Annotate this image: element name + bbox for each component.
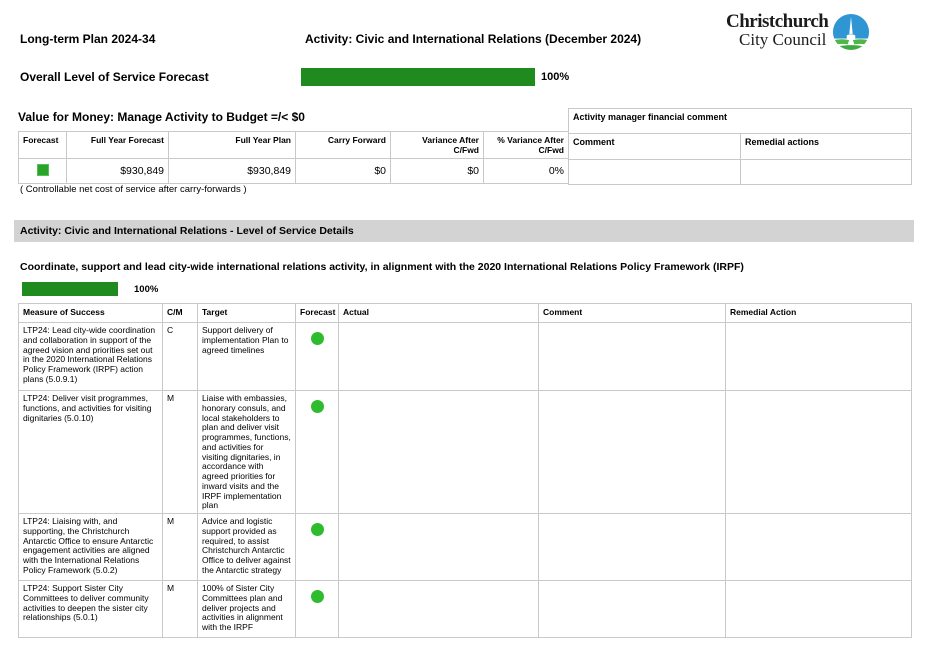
cm-cell: M [163,391,198,514]
actual-cell [339,514,539,581]
los-header-comment: Comment [539,304,726,323]
fin-data-row [569,160,912,185]
fin-header-remedial: Remedial actions [741,134,912,160]
council-logo [726,12,870,52]
vfm-header-row [19,132,569,159]
los-percent: 100% [134,284,159,295]
vfm-full-year-plan-value: $930,849 [169,159,296,184]
comment-cell [539,323,726,391]
vfm-footnote: ( Controllable net cost of service after carry-forwards ) [20,184,247,195]
fin-header-row [569,134,912,160]
cathedral-logo-icon [832,12,870,52]
green-status-dot-icon [311,400,324,413]
los-header-measure: Measure of Success [19,304,163,323]
vfm-variance-value: $0 [391,159,484,184]
los-description: Coordinate, support and lead city-wide international relations activity, in alignment with the 2020 International Relations Policy Framework (IRPF) [20,261,744,273]
vfm-data-row [19,159,569,184]
forecast-cell [296,581,339,638]
fin-remedial-cell [741,160,912,185]
actual-cell [339,323,539,391]
section-header-band [14,220,914,242]
los-header-target: Target [198,304,296,323]
fin-comment-cell [569,160,741,185]
overall-forecast-progress-bar [301,68,535,86]
los-header-forecast: Forecast [296,304,339,323]
comment-cell [539,514,726,581]
measure-cell: LTP24: Lead city-wide coordination and collaboration in support of the agreed vision and priorities set out in the 2020 International Relations Policy Framework (IRPF) action plans (5.0.9.1) [19,323,163,391]
measure-cell: LTP24: Liaising with, and supporting, the Christchurch Antarctic Office to ensure Antarctic engagement activities are aligned with the International Relations Policy Framework (5.0.2) [19,514,163,581]
fin-header-comment: Comment [569,134,741,160]
green-status-square-icon [37,164,49,176]
remedial-cell [726,514,912,581]
cm-cell: C [163,323,198,391]
vfm-full-year-forecast-value: $930,849 [67,159,169,184]
plan-title: Long-term Plan 2024-34 [20,32,156,46]
los-table-row [19,323,912,391]
los-header-row [19,304,912,323]
remedial-cell [726,581,912,638]
vfm-forecast-cell [19,159,67,184]
fin-title-row [569,109,912,134]
logo-line2: City Council [739,30,827,49]
page-title: Activity: Civic and International Relations (December 2024) [305,32,642,46]
actual-cell [339,391,539,514]
los-header-remedial: Remedial Action [726,304,912,323]
overall-forecast-label: Overall Level of Service Forecast [20,70,209,84]
los-header-actual: Actual [339,304,539,323]
los-table-row [19,514,912,581]
vfm-header-carry-forward: Carry Forward [296,132,391,159]
vfm-header-forecast: Forecast [19,132,67,159]
cm-cell: M [163,581,198,638]
vfm-header-full-year-plan: Full Year Plan [169,132,296,159]
cm-cell: M [163,514,198,581]
level-of-service-table [18,303,912,638]
measure-cell: LTP24: Deliver visit programmes, functions, and activities for visiting dignitaries (5.0.10) [19,391,163,514]
financial-comment-table [568,108,912,185]
forecast-cell [296,391,339,514]
los-table-row [19,581,912,638]
value-for-money-title: Value for Money: Manage Activity to Budget =/< $0 [18,110,305,124]
forecast-cell [296,514,339,581]
los-progress-bar [22,282,118,296]
remedial-cell [726,391,912,514]
target-cell: Liaise with embassies, honorary consuls, and local stakeholders to plan and deliver visit programmes, functions, and activities for visiting dignitaries, in accordance with agreed priorities for inward visits and the IRPF implementation plan [198,391,296,514]
section-title: Activity: Civic and International Relations - Level of Service Details [20,225,354,237]
remedial-cell [726,323,912,391]
target-cell: 100% of Sister City Committees plan and deliver projects and activities in alignment with the IRPF [198,581,296,638]
forecast-cell [296,323,339,391]
green-status-dot-icon [311,332,324,345]
actual-cell [339,581,539,638]
logo-line1: Christchurch [726,11,829,32]
council-logo-text [726,12,828,48]
financial-comment-title: Activity manager financial comment [569,109,912,134]
comment-cell [539,581,726,638]
los-header-cm: C/M [163,304,198,323]
los-table-row [19,391,912,514]
measure-cell: LTP24: Support Sister City Committees to deliver community activities to deepen the sister city relationships (5.0.1) [19,581,163,638]
green-status-dot-icon [311,590,324,603]
vfm-pct-variance-value: 0% [484,159,569,184]
vfm-header-variance: Variance After C/Fwd [391,132,484,159]
vfm-carry-forward-value: $0 [296,159,391,184]
overall-forecast-percent: 100% [541,71,570,83]
comment-cell [539,391,726,514]
vfm-header-full-year-forecast: Full Year Forecast [67,132,169,159]
green-status-dot-icon [311,523,324,536]
value-for-money-table [18,131,569,184]
vfm-header-pct-variance: % Variance After C/Fwd [484,132,569,159]
target-cell: Support delivery of implementation Plan to agreed timelines [198,323,296,391]
target-cell: Advice and logistic support provided as required, to assist Christchurch Antarctic Office to deliver against the Antarctic strategy [198,514,296,581]
